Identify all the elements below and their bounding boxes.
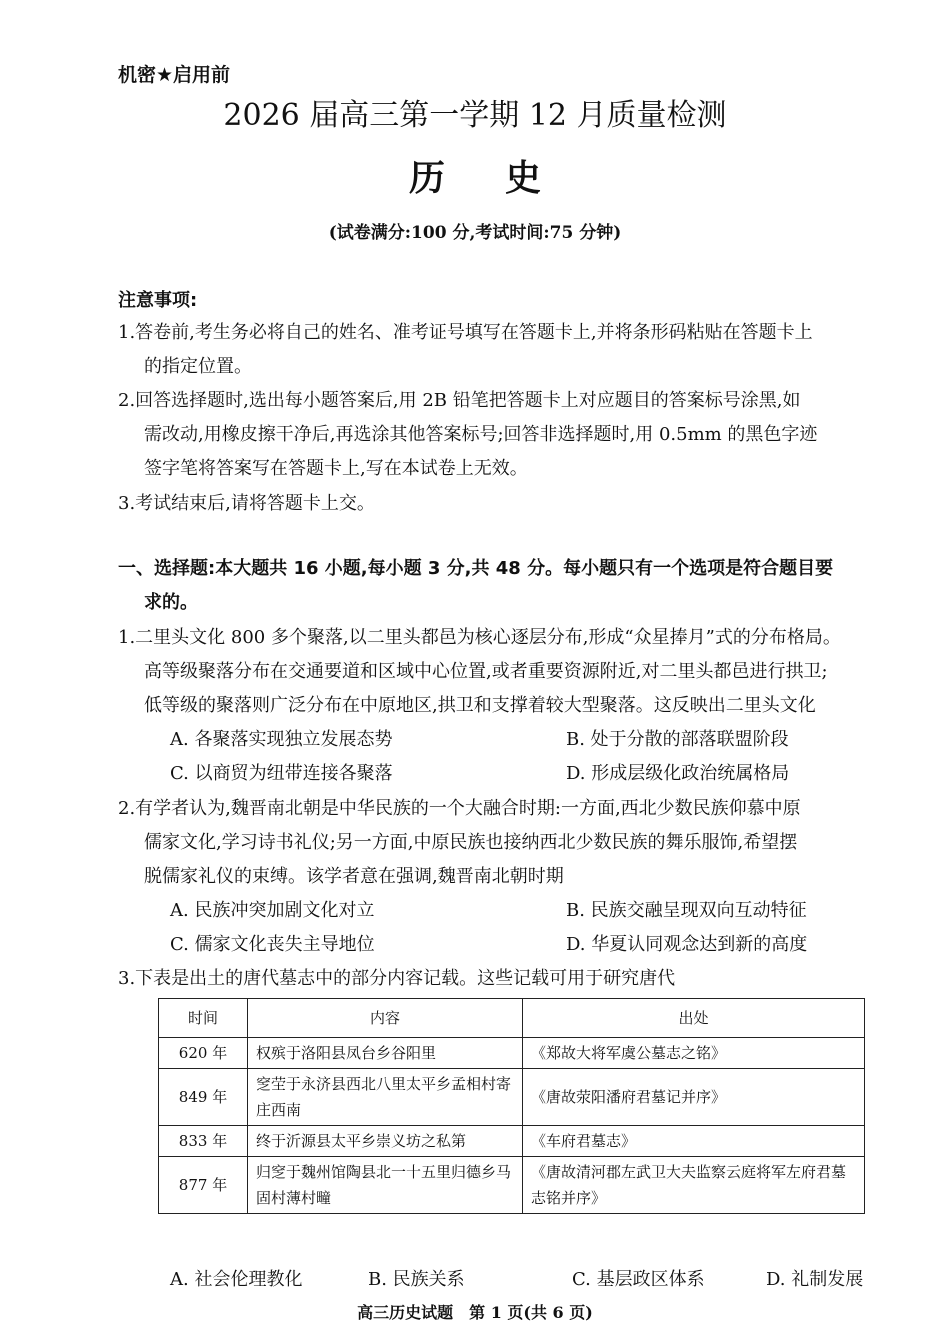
table-cell: 《唐故清河郡左武卫大夫监察云庭将军左府君墓志铭并序》 [523,1157,865,1214]
table-cell: 《唐故荥阳潘府君墓记并序》 [523,1069,865,1126]
q3-option-d: D. 礼制发展 [766,1269,864,1290]
notice-heading: 注意事项: [118,290,198,311]
notice-line: 需改动,用橡皮擦干净后,再选涂其他答案标号;回答非选择题时,用 0.5mm 的黑色字迹 [144,424,818,445]
confidential-label: 机密★启用前 [118,64,231,86]
section-heading: 一、选择题:本大题共 16 小题,每小题 3 分,共 48 分。每小题只有一个选项是符合题目要 [118,558,834,579]
notice-line: 2.回答选择题时,选出每小题答案后,用 2B 铅笔把答题卡上对应题目的答案标号涂黑,如 [118,390,801,411]
table-cell: 窆茔于永济县西北八里太平乡孟相村寄庄西南 [248,1069,523,1126]
q3-table [158,998,865,1214]
q2-option-d: D. 华夏认同观念达到新的高度 [566,934,808,955]
q1-stem: 1.二里头文化 800 多个聚落,以二里头都邑为核心逐层分布,形成“众星捧月”式的分布格局。 [118,627,841,648]
table-cell: 833 年 [159,1126,248,1157]
score-time-info: (试卷满分:100 分,考试时间:75 分钟) [328,223,622,243]
table-cell: 620 年 [159,1038,248,1069]
table-header-cell: 内容 [248,999,523,1038]
q1-option-d: D. 形成层级化政治统属格局 [566,763,790,784]
q2-stem: 2.有学者认为,魏晋南北朝是中华民族的一个大融合时期:一方面,西北少数民族仰慕中原 [118,798,801,819]
q2-option-a: A. 民族冲突加剧文化对立 [170,900,375,921]
table-header-row [159,999,865,1038]
q2-option-b: B. 民族交融呈现双向互动特征 [566,900,807,921]
table-header-cell: 出处 [523,999,865,1038]
table-cell: 849 年 [159,1069,248,1126]
q3-option-a: A. 社会伦理教化 [170,1269,303,1290]
table-cell: 终于沂源县太平乡崇义坊之私第 [248,1126,523,1157]
q1-option-c: C. 以商贸为纽带连接各聚落 [170,763,393,784]
notice-line: 的指定位置。 [144,356,252,377]
subject-title: 历史 [408,158,601,199]
page-footer: 高三历史试题 第 1 页(共 6 页) [357,1303,593,1322]
q2-stem: 脱儒家礼仪的束缚。该学者意在强调,魏晋南北朝时期 [144,866,564,887]
table-cell: 《车府君墓志》 [523,1126,865,1157]
table-row [159,1038,865,1069]
table-cell: 《郑故大将军虞公墓志之铭》 [523,1038,865,1069]
table-row [159,1069,865,1126]
table-cell: 877 年 [159,1157,248,1214]
exam-title: 2026 届高三第一学期 12 月质量检测 [223,98,727,133]
table-header-cell: 时间 [159,999,248,1038]
q2-option-c: C. 儒家文化丧失主导地位 [170,934,375,955]
q3-option-c: C. 基层政区体系 [572,1269,705,1290]
notice-line: 1.答卷前,考生务必将自己的姓名、准考证号填写在答题卡上,并将条形码粘贴在答题卡上 [118,322,813,343]
table-row [159,1126,865,1157]
q2-stem: 儒家文化,学习诗书礼仪;另一方面,中原民族也接纳西北少数民族的舞乐服饰,希望摆 [144,832,798,853]
section-heading-cont: 求的。 [144,592,198,613]
q1-stem: 低等级的聚落则广泛分布在中原地区,拱卫和支撑着较大型聚落。这反映出二里头文化 [144,695,816,716]
q3-option-b: B. 民族关系 [368,1269,465,1290]
table-cell: 归窆于魏州馆陶县北一十五里归德乡马固村薄村疃 [248,1157,523,1214]
q1-stem: 高等级聚落分布在交通要道和区域中心位置,或者重要资源附近,对二里头都邑进行拱卫; [144,661,828,682]
table-row [159,1157,865,1214]
q3-stem: 3.下表是出土的唐代墓志中的部分内容记载。这些记载可用于研究唐代 [118,968,676,989]
notice-line: 3.考试结束后,请将答题卡上交。 [118,493,375,514]
notice-line: 签字笔将答案写在答题卡上,写在本试卷上无效。 [144,458,528,479]
q1-option-a: A. 各聚落实现独立发展态势 [170,729,393,750]
q1-option-b: B. 处于分散的部落联盟阶段 [566,729,789,750]
table-cell: 权殡于洛阳县凤台乡谷阳里 [248,1038,523,1069]
